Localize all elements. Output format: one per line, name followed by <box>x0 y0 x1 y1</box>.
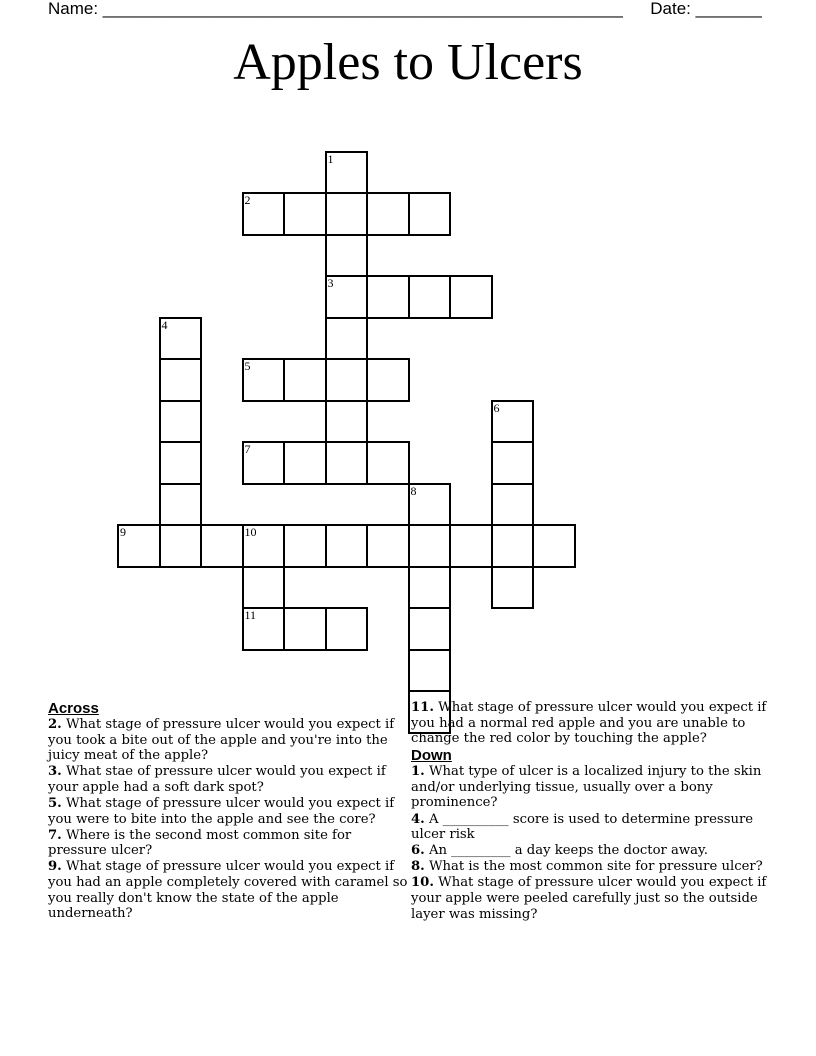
clue-text: What stae of pressure ulcer would you expect if your apple had a soft dark spot? <box>48 764 386 795</box>
grid-cell[interactable] <box>408 566 452 610</box>
clue-number: 1. <box>411 764 425 780</box>
grid-cell[interactable] <box>366 441 410 485</box>
clue <box>411 764 773 811</box>
cell-number: 10 <box>244 525 257 539</box>
clue-number: 6. <box>411 843 425 859</box>
grid-cell[interactable] <box>325 192 369 236</box>
grid-cell[interactable] <box>491 441 535 485</box>
grid-cell[interactable] <box>283 524 327 568</box>
grid-cell[interactable] <box>491 483 535 527</box>
grid-cell[interactable] <box>200 524 244 568</box>
grid-cell[interactable] <box>325 400 369 444</box>
grid-cell[interactable] <box>325 275 369 319</box>
clue <box>48 859 408 921</box>
clue-number: 5. <box>48 795 62 811</box>
clue-text: What stage of pressure ulcer would you expect if you were to bite into the apple and see the core? <box>48 795 395 827</box>
grid-cell[interactable] <box>283 441 327 485</box>
clues-left-column <box>48 700 408 922</box>
cell-number: 3 <box>327 276 334 290</box>
clue-text: A __________ score is used to determine pressure ulcer risk <box>411 811 754 843</box>
grid-cell[interactable] <box>491 400 535 444</box>
grid-cell[interactable] <box>242 441 286 485</box>
grid-cell[interactable] <box>449 524 493 568</box>
grid-cell[interactable] <box>408 607 452 651</box>
clue-number: 11. <box>411 700 434 715</box>
grid-cell[interactable] <box>159 524 203 568</box>
clue <box>48 717 408 764</box>
clue-number: 4. <box>411 811 425 827</box>
clue-number: 10. <box>411 875 434 891</box>
clue-text: What stage of pressure ulcer would you expect if you had a normal red apple and you are unable to change the red color by touching the apple? <box>411 700 767 747</box>
clue-text: What stage of pressure ulcer would you expect if you had an apple completely covered with caramel so you really don't know the state of the apple underneath? <box>48 859 408 922</box>
clue-text: What stage of pressure ulcer would you expect if your apple were peeled carefully just so the outside layer was missing? <box>411 875 767 922</box>
clue-number: 7. <box>48 827 62 843</box>
across-clue-list <box>48 717 408 922</box>
clue <box>411 875 773 922</box>
grid-cell[interactable] <box>159 483 203 527</box>
grid-cell[interactable] <box>408 483 452 527</box>
cell-number: 1 <box>327 151 334 166</box>
cell-number: 4 <box>161 317 168 332</box>
grid-cell[interactable] <box>449 275 493 319</box>
grid-cell[interactable] <box>325 358 369 402</box>
grid-cell[interactable] <box>532 524 576 568</box>
grid-cell[interactable] <box>117 524 161 568</box>
cell-number: 8 <box>410 483 417 498</box>
grid-cell[interactable] <box>242 192 286 236</box>
clue <box>411 843 773 859</box>
grid-cell[interactable] <box>283 607 327 651</box>
grid-cell[interactable] <box>325 607 369 651</box>
grid-cell[interactable] <box>408 275 452 319</box>
grid-cell[interactable] <box>159 317 203 361</box>
clue-number: 8. <box>411 859 425 875</box>
name-field-label: Name: _______________________________________________________ <box>48 0 623 18</box>
clues-right-column <box>411 700 773 923</box>
clue-text: An _________ a day keeps the doctor away. <box>424 843 708 859</box>
cell-number: 7 <box>244 442 251 456</box>
grid-cell[interactable] <box>366 275 410 319</box>
grid-cell[interactable] <box>159 441 203 485</box>
grid-cell[interactable] <box>491 524 535 568</box>
clue <box>411 700 773 747</box>
clue <box>48 764 408 795</box>
grid-cell[interactable] <box>325 234 369 278</box>
grid-cell[interactable] <box>366 358 410 402</box>
grid-cell[interactable] <box>325 441 369 485</box>
clue-number: 9. <box>48 859 62 875</box>
clue <box>48 796 408 827</box>
grid-cell[interactable] <box>325 151 369 195</box>
across-clue-list-continued <box>411 700 773 747</box>
cell-number: 6 <box>493 400 500 415</box>
grid-cell[interactable] <box>325 524 369 568</box>
across-heading: Across <box>48 700 99 717</box>
grid-cell[interactable] <box>159 358 203 402</box>
clue-text: What stage of pressure ulcer would you expect if you took a bite out of the apple and you're into the juicy meat of the apple? <box>48 717 395 764</box>
date-field-label: Date: _______ <box>650 0 762 18</box>
grid-cell[interactable] <box>408 524 452 568</box>
clue-number: 2. <box>48 717 62 732</box>
cell-number: 2 <box>244 193 251 207</box>
clue-text: Where is the second most common site for pressure ulcer? <box>48 827 352 859</box>
clue <box>411 812 773 843</box>
clue-text: What type of ulcer is a localized injury to the skin and/or underlying tissue, usually over a bony prominence? <box>411 764 762 811</box>
grid-cell[interactable] <box>242 607 286 651</box>
grid-cell[interactable] <box>408 649 452 693</box>
grid-cell[interactable] <box>325 317 369 361</box>
clue <box>411 859 773 875</box>
cell-number: 9 <box>120 525 126 539</box>
down-heading: Down <box>411 747 452 765</box>
grid-cell[interactable] <box>491 566 535 610</box>
grid-cell[interactable] <box>242 524 286 568</box>
grid-cell[interactable] <box>242 358 286 402</box>
grid-cell[interactable] <box>366 524 410 568</box>
cell-number: 5 <box>244 359 251 373</box>
clue-text: What is the most common site for pressure ulcer? <box>424 859 763 875</box>
grid-cell[interactable] <box>283 358 327 402</box>
grid-cell[interactable] <box>366 192 410 236</box>
clue <box>48 828 408 859</box>
clue-number: 3. <box>48 764 62 780</box>
down-clue-list <box>411 764 773 922</box>
grid-cell[interactable] <box>242 566 286 610</box>
cell-number: 11 <box>244 608 257 622</box>
grid-cell[interactable] <box>159 400 203 444</box>
page-title: Apples to Ulcers <box>233 34 583 91</box>
grid-cell[interactable] <box>283 192 327 236</box>
grid-cell[interactable] <box>408 192 452 236</box>
